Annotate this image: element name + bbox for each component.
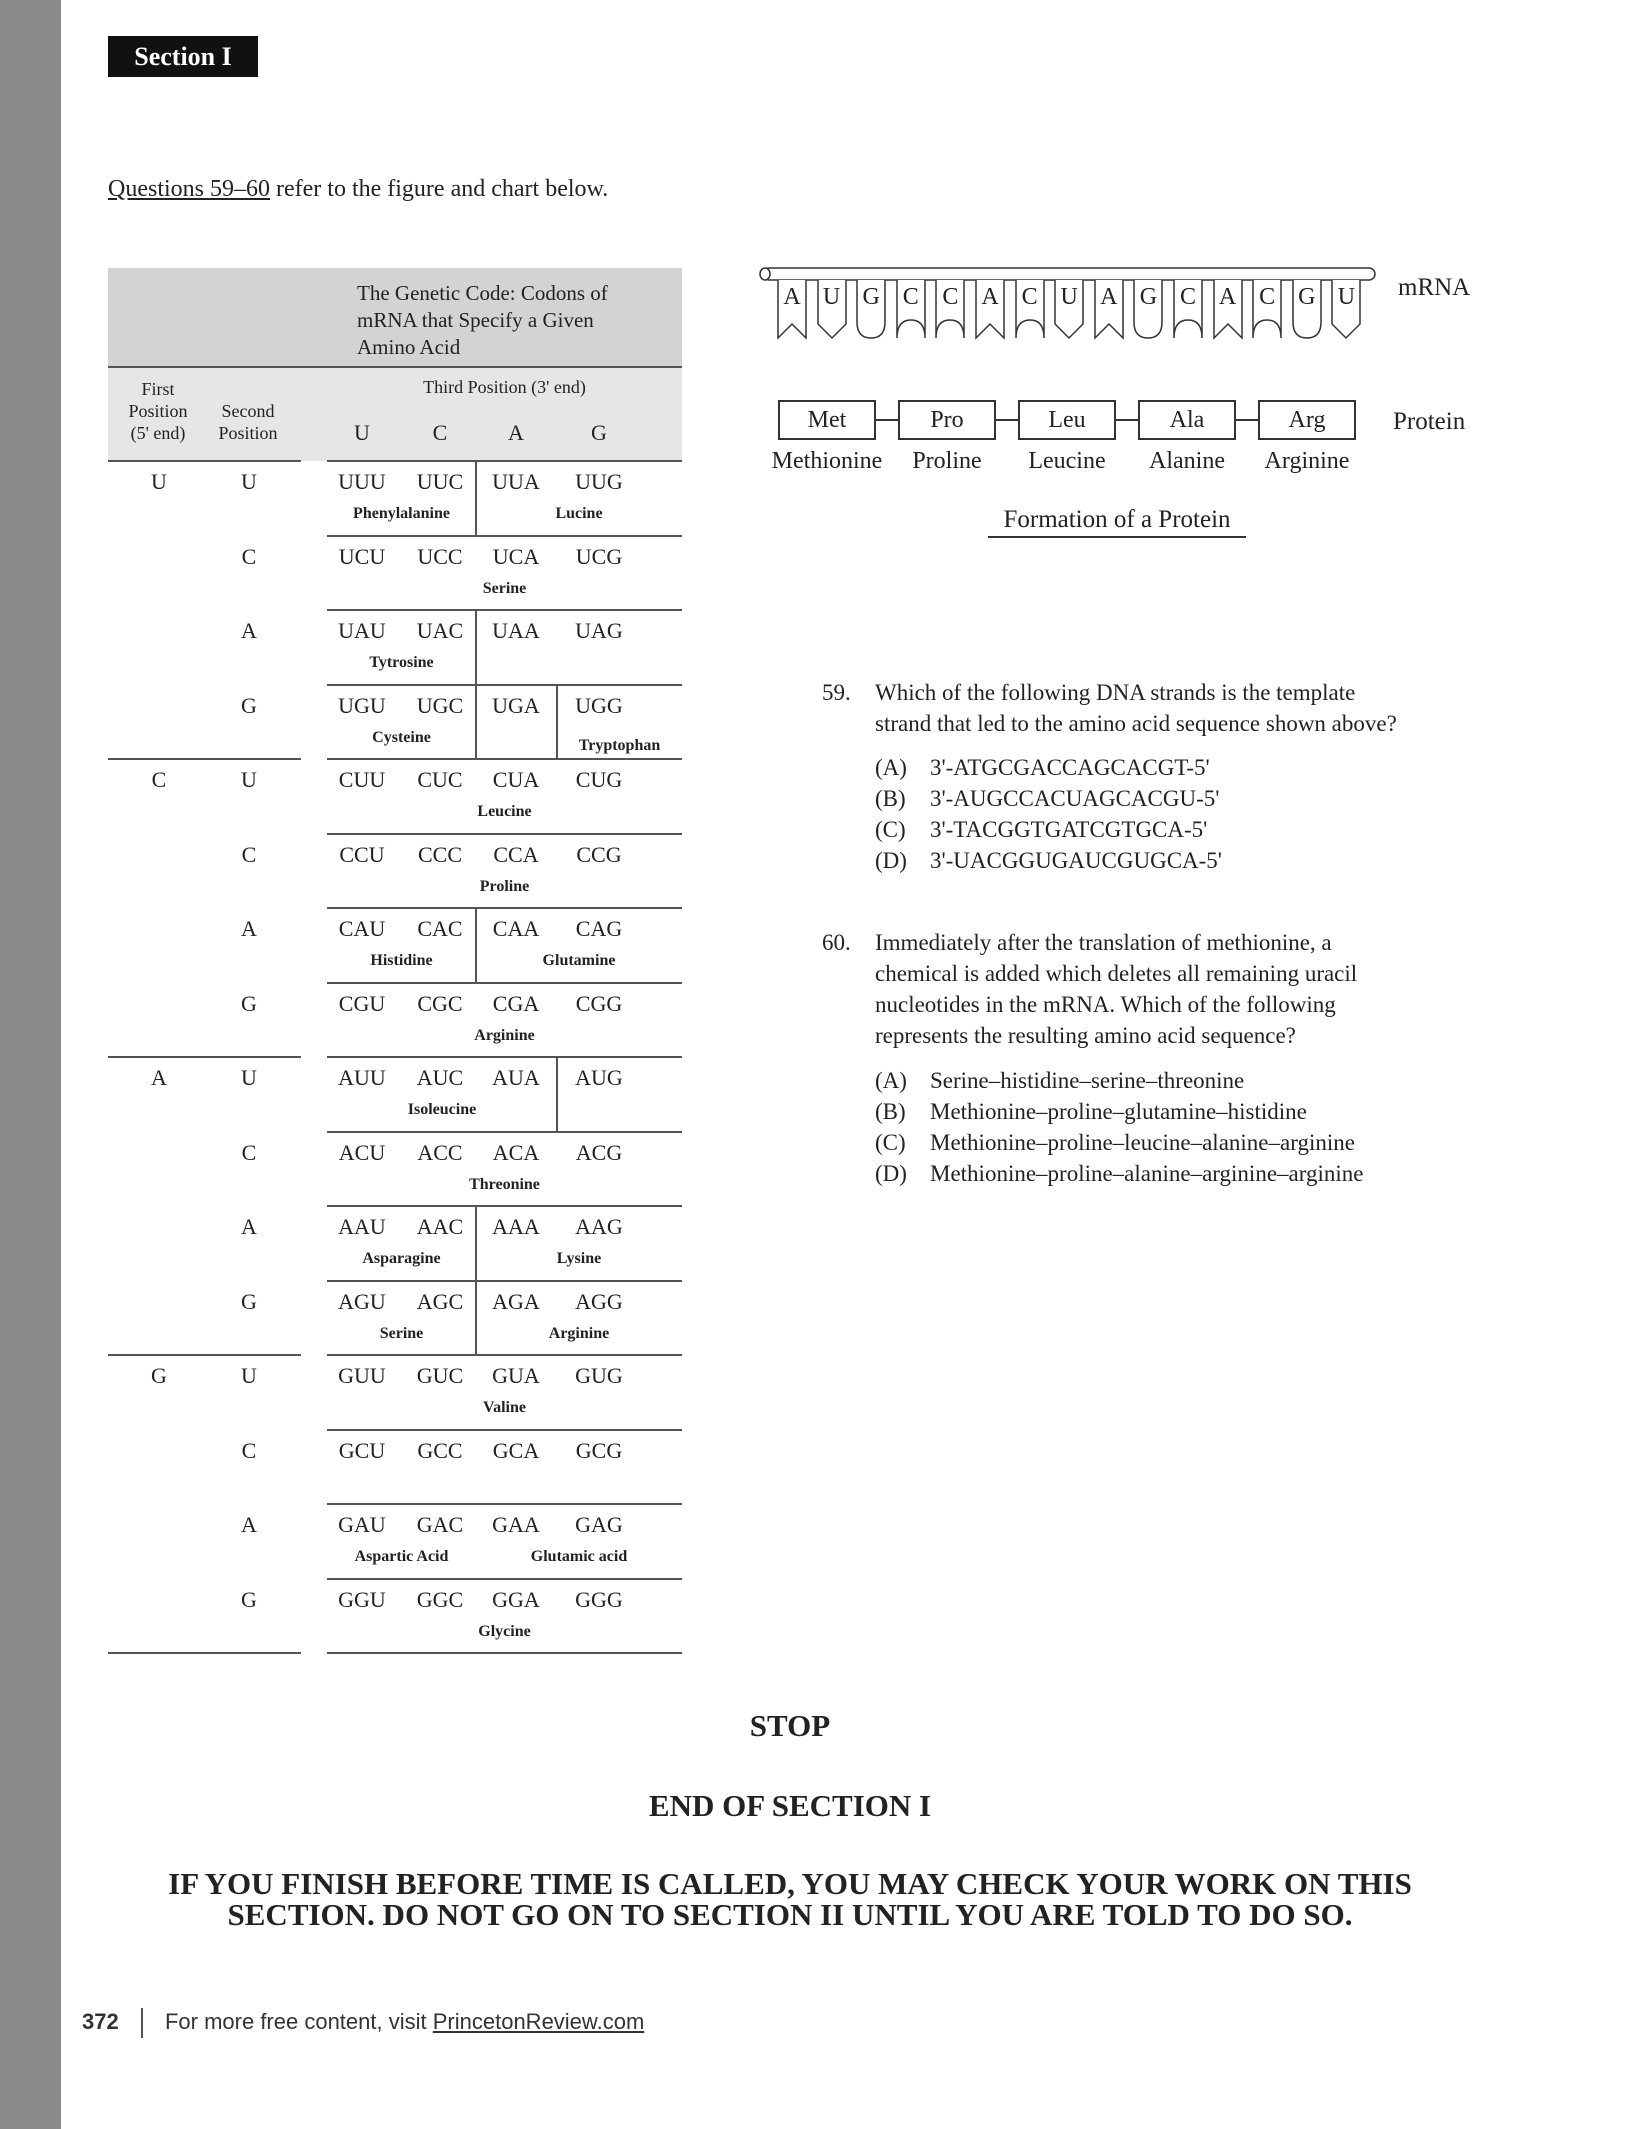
header-line: First <box>141 379 175 399</box>
codon: AAG <box>575 1214 623 1239</box>
codon: CAA <box>492 916 540 941</box>
caption-line: The Genetic Code: Codons of <box>357 281 608 305</box>
codon: CAG <box>575 916 623 941</box>
mrna-base-letter: C <box>1179 284 1196 310</box>
second-position-base: G <box>241 990 257 1016</box>
mrna-base-u <box>817 280 847 352</box>
amino-acid-label: Lysine <box>556 1250 602 1267</box>
stem-line: Immediately after the translation of methionine, a <box>875 930 1332 955</box>
codon: CGU <box>338 990 386 1016</box>
mrna-base-g <box>1292 280 1322 352</box>
second-position-base: C <box>241 841 257 867</box>
codon: UUU <box>338 469 386 494</box>
codon: UAG <box>575 618 623 643</box>
amino-acid-label: Glutamine <box>542 952 616 969</box>
codon-divider <box>475 610 477 685</box>
row-rule <box>327 1056 682 1058</box>
mrna-base-letter: G <box>1298 284 1316 310</box>
codon: GGU <box>338 1586 386 1612</box>
second-position-base: C <box>241 1139 257 1165</box>
codon: UCA <box>492 543 540 569</box>
mrna-base-letter: G <box>1139 284 1158 310</box>
codon: CUG <box>575 767 623 792</box>
option-text: Methionine–proline–alanine–arginine–arginine <box>930 1161 1364 1186</box>
footer-text: For more free content, visit <box>164 2008 433 2034</box>
codon: UGA <box>492 692 540 718</box>
codon: CCC <box>417 841 463 867</box>
protein-label: Protein <box>1393 408 1466 435</box>
mrna-base-a <box>975 280 1005 352</box>
peptide-bond <box>876 419 898 421</box>
codon: UCC <box>417 543 463 569</box>
first-position-rule <box>108 1354 301 1356</box>
row-rule <box>327 758 682 760</box>
amino-acid-name: Proline <box>912 448 982 474</box>
codon: GUU <box>338 1363 386 1388</box>
table-header-band <box>108 368 682 461</box>
codon: GCU <box>338 1437 386 1463</box>
row-rule <box>327 982 682 984</box>
codon: GAA <box>492 1512 540 1537</box>
codon: ACG <box>575 1139 623 1165</box>
codon-divider <box>475 685 477 760</box>
codon-divider <box>475 908 477 983</box>
mrna-base-letter: A <box>1100 284 1118 310</box>
amino-acid-label: Tytrosine <box>369 654 434 671</box>
figure-caption: Formation of a Protein <box>988 504 1246 538</box>
option-letter: (A) <box>875 755 907 780</box>
mrna-base-c <box>1015 280 1045 352</box>
mrna-base-g <box>1133 280 1163 352</box>
mrna-base-letter: U <box>1337 284 1356 310</box>
mrna-base-letter: G <box>862 284 880 310</box>
codon: AUG <box>575 1065 623 1090</box>
amino-acid-label: Histidine <box>370 952 433 969</box>
peptide-bond <box>1236 419 1258 421</box>
mrna-base-c <box>1173 280 1203 352</box>
second-position-base: G <box>241 1586 257 1612</box>
codon: UCG <box>575 543 623 569</box>
notice-line: IF YOU FINISH BEFORE TIME IS CALLED, YOU MAY CHECK YOUR WORK ON THIS <box>168 1866 1412 1901</box>
second-position-base: A <box>241 618 257 643</box>
amino-acid-name: Alanine <box>1149 448 1225 474</box>
first-position-rule <box>108 460 301 462</box>
amino-acid-label: Aspartic Acid <box>354 1548 449 1565</box>
codon: CAC <box>417 916 463 941</box>
mrna-label: mRNA <box>1398 274 1471 301</box>
codon: UGG <box>575 692 623 718</box>
row-rule <box>327 1503 682 1505</box>
codon: GAG <box>575 1512 623 1537</box>
codon: GAU <box>338 1512 386 1537</box>
amino-acid-label: Asparagine <box>362 1250 441 1267</box>
second-position-base: G <box>241 1288 257 1314</box>
table-bottom-rule <box>108 1652 301 1654</box>
amino-acid-label: Tryptophan <box>578 736 661 754</box>
mrna-base-c <box>896 280 926 352</box>
codon: GCA <box>492 1437 540 1463</box>
codon: AAA <box>492 1214 540 1239</box>
codon: CCA <box>493 841 539 867</box>
codon: GUG <box>575 1363 623 1388</box>
peptide-bond <box>1116 419 1138 421</box>
codon: UUC <box>416 469 464 494</box>
mrna-base-u <box>1331 280 1361 352</box>
option-text: 3'-TACGGTGATCGTGCA-5' <box>930 817 1208 842</box>
q59-number: 59. <box>822 680 851 705</box>
stem-line: Which of the following DNA strands is the template <box>875 680 1356 705</box>
mrna-base-letter: C <box>942 284 959 310</box>
codon: AUC <box>416 1065 464 1090</box>
header-line: (5' end) <box>130 423 186 443</box>
codon: CUU <box>338 767 386 792</box>
codon-divider <box>556 686 558 761</box>
codon: UGC <box>416 692 464 718</box>
intro-rest: refer to the figure and chart below. <box>270 176 609 202</box>
codon: AUU <box>338 1065 386 1090</box>
row-rule <box>327 1578 682 1580</box>
option-text: 3'-AUGCCACUAGCACGU-5' <box>930 786 1220 811</box>
footer-divider <box>141 2008 143 2038</box>
second-position-base: U <box>241 1363 257 1388</box>
mrna-base-a <box>1213 280 1243 352</box>
footer <box>82 2008 644 2038</box>
mrna-base-letter: C <box>902 284 919 310</box>
codon: AGU <box>338 1288 386 1314</box>
amino-acid-label: Serine <box>482 579 527 597</box>
princeton-review-link[interactable]: PrincetonReview.com <box>432 2008 645 2034</box>
row-rule <box>327 1280 682 1282</box>
table-caption-band <box>108 268 682 368</box>
amino-acid-label: Serine <box>379 1324 424 1342</box>
codon: GUA <box>492 1363 540 1388</box>
first-position-rule <box>108 758 301 760</box>
amino-acid-name: Arginine <box>1264 448 1350 474</box>
header-line: Position <box>218 423 278 443</box>
codon: AGG <box>575 1288 623 1314</box>
notice-line: SECTION. DO NOT GO ON TO SECTION II UNTIL YOU ARE TOLD TO DO SO. <box>227 1897 1353 1932</box>
codon: ACU <box>338 1139 386 1165</box>
codon-divider <box>556 1057 558 1132</box>
peptide-bond <box>996 419 1018 421</box>
second-position-base: C <box>241 1437 257 1463</box>
second-position-base: U <box>241 1065 257 1090</box>
codon: AGC <box>416 1288 464 1314</box>
row-rule <box>327 684 682 686</box>
third-base-header: A <box>508 420 524 445</box>
codon-divider <box>475 461 477 536</box>
second-position-base: C <box>241 543 257 569</box>
codon: GAC <box>416 1512 464 1537</box>
mrna-base-a <box>777 280 807 352</box>
row-rule <box>327 1131 682 1133</box>
codon: UCU <box>338 543 386 569</box>
row-rule <box>327 609 682 611</box>
second-position-base: G <box>241 692 257 718</box>
row-rule <box>327 1429 682 1431</box>
first-position-base: U <box>151 469 167 494</box>
amino-acid-box: Leu <box>1018 400 1116 440</box>
header-line: Second <box>221 401 275 421</box>
amino-acid-label: Leucine <box>477 803 532 820</box>
first-position-base: G <box>151 1363 167 1388</box>
codon: ACC <box>417 1139 463 1165</box>
caption-line: mRNA that Specify a Given <box>357 308 594 332</box>
mrna-base-letter: U <box>1060 284 1078 310</box>
end-of-section-text: END OF SECTION I <box>648 1788 932 1823</box>
codon: GGA <box>492 1586 540 1612</box>
stem-line: represents the resulting amino acid sequence? <box>875 1023 1296 1048</box>
second-position-base: A <box>241 1214 257 1239</box>
codon: UUG <box>575 469 623 494</box>
mrna-base-letter: A <box>1218 284 1237 310</box>
amino-acid-name: Methionine <box>771 448 883 474</box>
codon-divider <box>475 1206 477 1281</box>
amino-acid-label: Glutamic acid <box>530 1548 628 1565</box>
page-number: 372 <box>82 2008 119 2034</box>
codon: CCU <box>339 841 385 867</box>
mrna-base-letter: C <box>1259 284 1276 310</box>
codon: ACA <box>492 1139 540 1165</box>
codon: UAC <box>416 618 464 643</box>
option-letter: (D) <box>875 1161 907 1186</box>
codon: GGG <box>575 1586 623 1612</box>
amino-acid-label: Phenylalanine <box>353 505 450 522</box>
codon: CCG <box>576 841 622 867</box>
codon: AAC <box>416 1214 464 1239</box>
finish-notice <box>0 1868 1580 1930</box>
second-position-base: U <box>241 469 257 494</box>
amino-acid-box: Pro <box>898 400 996 440</box>
codon: AGA <box>492 1288 540 1314</box>
amino-acid-box: Arg <box>1258 400 1356 440</box>
codon: CAU <box>338 916 386 941</box>
codon: UAA <box>492 618 540 643</box>
codon: AAU <box>338 1214 386 1239</box>
section-badge: Section I <box>108 36 258 77</box>
codon: GCC <box>417 1437 463 1463</box>
option-text: Methionine–proline–leucine–alanine–arginine <box>930 1130 1355 1155</box>
mrna-base-a <box>1094 280 1124 352</box>
row-rule <box>327 1354 682 1356</box>
codon: UGU <box>338 692 386 718</box>
first-position-base: C <box>151 767 167 792</box>
q59-stem <box>875 677 1397 739</box>
amino-acid-label: Isoleucine <box>407 1101 477 1118</box>
mrna-base-letter: A <box>783 284 801 310</box>
amino-acid-box: Ala <box>1138 400 1236 440</box>
third-base-header: G <box>591 420 607 445</box>
row-rule <box>327 460 682 462</box>
option-letter: (C) <box>875 1130 906 1155</box>
amino-acid-box: Met <box>778 400 876 440</box>
q60-stem <box>875 927 1357 1051</box>
option-letter: (B) <box>875 1099 906 1124</box>
third-base-header: C <box>432 420 448 445</box>
amino-acid-name: Leucine <box>1028 448 1106 474</box>
intro-text <box>108 176 608 203</box>
codon: CGG <box>575 990 623 1016</box>
first-position-base: A <box>151 1065 167 1090</box>
stem-line: nucleotides in the mRNA. Which of the following <box>875 992 1336 1017</box>
third-base-header: U <box>354 420 370 445</box>
option-text: 3'-UACGGUGAUCGUGCA-5' <box>930 848 1222 873</box>
row-rule <box>327 535 682 537</box>
stop-text: STOP <box>749 1708 831 1743</box>
codon-divider <box>475 1281 477 1356</box>
header-line: Position <box>128 401 188 421</box>
codon: GUC <box>416 1363 464 1388</box>
first-position-rule <box>108 1056 301 1058</box>
amino-acid-label: Threonine <box>469 1175 540 1193</box>
q60-number: 60. <box>822 930 851 955</box>
amino-acid-label: Arginine <box>548 1324 610 1342</box>
row-rule <box>327 1205 682 1207</box>
codon: AUA <box>492 1065 540 1090</box>
codon: UAU <box>338 618 386 643</box>
second-position-header <box>203 400 293 444</box>
option-letter: (B) <box>875 786 906 811</box>
mrna-base-letter: C <box>1021 284 1038 310</box>
questions-ref: Questions 59–60 <box>108 176 270 202</box>
option-letter: (A) <box>875 1068 907 1093</box>
stem-line: strand that led to the amino acid sequence shown above? <box>875 711 1397 736</box>
stem-line: chemical is added which deletes all remaining uracil <box>875 961 1358 986</box>
mrna-base-u <box>1054 280 1084 352</box>
mrna-base-g <box>856 280 886 352</box>
option-text: 3'-ATGCGACCAGCACGT-5' <box>930 755 1210 780</box>
row-rule <box>327 907 682 909</box>
amino-acid-label: Lucine <box>555 505 603 522</box>
mrna-base-letter: A <box>981 284 999 310</box>
table-caption <box>357 280 608 361</box>
codon: CGA <box>492 990 540 1016</box>
table-bottom-rule <box>327 1652 682 1654</box>
codon: CUA <box>492 767 540 792</box>
amino-acid-label: Proline <box>479 877 530 895</box>
second-position-base: A <box>241 916 257 941</box>
option-text: Serine–histidine–serine–threonine <box>930 1068 1245 1093</box>
amino-acid-label: Valine <box>483 1399 526 1416</box>
mrna-base-letter: U <box>822 284 841 310</box>
first-position-header <box>108 378 208 444</box>
row-rule <box>327 833 682 835</box>
amino-acid-label: Arginine <box>474 1026 535 1044</box>
second-position-base: A <box>241 1512 257 1537</box>
caption-line: Amino Acid <box>357 335 461 359</box>
codon: CUC <box>417 767 463 792</box>
option-letter: (C) <box>875 817 906 842</box>
mrna-base-c <box>1252 280 1282 352</box>
amino-acid-label: Cysteine <box>372 728 431 746</box>
amino-acid-label: Glycine <box>478 1622 531 1640</box>
option-text: Methionine–proline–glutamine–histidine <box>930 1099 1307 1124</box>
codon: GCG <box>575 1437 623 1463</box>
codon: CGC <box>417 990 463 1016</box>
second-position-base: U <box>241 767 257 792</box>
option-letter: (D) <box>875 848 907 873</box>
codon: UUA <box>492 469 540 494</box>
mrna-base-c <box>935 280 965 352</box>
codon: GGC <box>416 1586 464 1612</box>
third-position-header: Third Position (3' end) <box>423 377 586 397</box>
